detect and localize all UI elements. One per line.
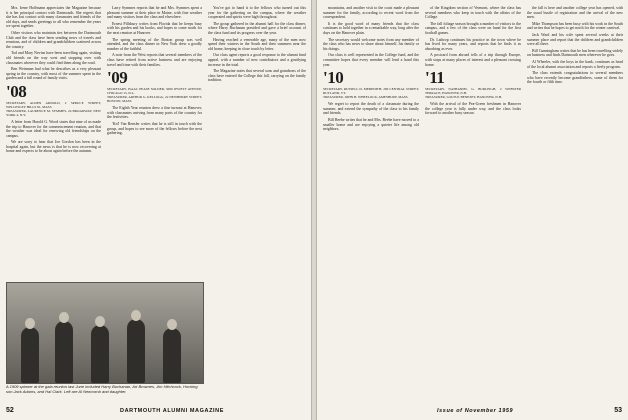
reunion-photo [6, 282, 204, 384]
paragraph: It is the good word of many friends that the class continues to hold together in a remarkable way, long after the days on the Hanover plain. [323, 21, 419, 35]
class-1908-block [6, 83, 101, 117]
class-treasurer: TREASURER, LAURENCE M. SYMMES, 24 BROADWAY, NEW YORK 4, N.Y. [6, 108, 101, 117]
paragraph: A letter from Harold G. Wood states that nine of us made the trip to Hanover for the commencement reunion, and that the weather was ideal for renewing old friendships on the campus. [6, 119, 101, 138]
class-year-heading: '10 [323, 68, 344, 88]
paragraph: We regret to report the death of a classmate during the summer, and extend the sympathy of the class to his family and friends. [323, 102, 419, 116]
class-year-heading: '11 [425, 68, 445, 88]
paragraph: Tod and Mary Nevins have been travelling again, visiting old friends on the way west and stopping over with classmates wherever they could find them along the road. [6, 51, 101, 65]
paragraph: The secretary would welcome notes from any member of the class who has news to share about himself, his family or his doings. [323, 37, 419, 51]
class-secretary: SECRETARY, ALDEN ARNOLD, 2 SPRUCE STREET, WELLESLEY HILLS 81, MASS. [6, 100, 101, 109]
paragraph: Our class is well represented in the College fund, and the committee hopes that every member will lend a hand this year. [323, 53, 419, 67]
paragraph: Mike Thompson has been busy with his work in the South and writes that he hopes to get north for the winter carnival. [527, 21, 623, 31]
paragraph: Bill Beebe writes that he and Mrs. Beebe have moved to a smaller home and are enjoying a quieter life among old neighbors. [323, 117, 419, 132]
paragraph: of the Kingdom section of Vermont, where the class has several members who keep in touch with the affairs of the College. [425, 6, 521, 20]
paragraph: The Magazine notes that several sons and grandsons of the class have entered the College this fall, carrying on the family tradition. [208, 69, 306, 83]
left-column-2 [107, 6, 202, 276]
class-year-heading: '08 [6, 81, 27, 101]
class-secretary: SECRETARY, ISAAC PEASE SOLDER, 5000 JEWETT AVENUE, CHICAGO 15, ILL. [107, 87, 202, 96]
paragraph: Our class agent reports a good response to the alumni fund appeal, with a number of new contributors and a gratifying increase in the total. [208, 53, 306, 67]
class-treasurer: TREASURER, JOHN B. WHEELOCK, AMESBURY, MASS. [323, 95, 409, 100]
class-1911-block [425, 69, 521, 99]
paragraph: The class extends congratulations to several members who have recently become grandfathers, some of them for the fourth or fifth time. [527, 71, 623, 85]
paragraph: mountains, and another visit to the coast made a pleasant summer for the family, according to recent word from the correspondent. [323, 6, 419, 20]
paragraph: Having reached a venerable age, many of the men now spend their winters in the South and their summers near the old home, keeping in close touch by letter. [208, 37, 306, 51]
paragraph: Al Wheeler, with the boys in the bank, continues as head of the local alumni association and reports a lively program. [527, 59, 623, 69]
page-number: 52 [6, 407, 14, 414]
paragraph: The Eighth Year reunion drew a fine turnout at Hanover, with classmates arriving from many parts of the country for the festivities. [107, 106, 202, 120]
paragraph: The group gathered in the alumni hall for the class dinner, where Harry Buchanan presided and gave a brief account of the class fund and its progress over the year. [208, 21, 306, 35]
paragraph: With the arrival of the Pea-Green freshmen in Hanover the college year is fully under way, and the class looks forward to another busy season. [425, 102, 521, 116]
paragraph: A postcard from abroad tells of a trip through Europe, with stops at many places of interest and a pleasant crossing home. [425, 53, 521, 67]
paragraph: You've got to hand it to the fellows who turned out this year for the gathering on the campus, where the weather cooperated and spirits were high throughout. [208, 6, 306, 20]
class-treasurer: TREASURER, ARTHUR G. KELLOGG, 22 NEWBERRY STREET, BOSTON, MASS. [107, 95, 202, 104]
right-page [316, 0, 628, 420]
paragraph: Jack Ward and his wife spent several weeks at their summer place and report that the children and grandchildren were all there. [527, 32, 623, 47]
photo-caption: A 1909 spinner at the gala reunion last June included Harry Buchanan, Art Brownes, Jim Hitchcock, Hocking son Jack Adams, and Hal Clark. Left are Al Newcomb and daughter. [6, 384, 198, 394]
magazine-footer: DARTMOUTH ALUMNI MAGAZINE [120, 408, 225, 414]
paragraph: Ben Weinman had what he describes as a very pleasant spring in the country, with most of the summer spent in the garden and a full round of family visits. [6, 67, 101, 81]
paragraph: Mrs. Irene Hoffmann appreciates the Magazine because it is her principal contact with Dartmouth. She regrets that she has lost contact with many classmates and friends of the old days, and sends greetings to all who remember the years we spent together. [6, 6, 101, 29]
paragraph: The spring meeting of the Boston group was well attended, and the class dinner in New York drew a goodly number of the faithful. [107, 37, 202, 51]
class-1910-block [323, 69, 419, 99]
paragraph: Dr. Lathrop continues his practice in the town where he has lived for many years, and reports that he finds it as absorbing as ever. [425, 37, 521, 51]
left-column-3 [208, 6, 306, 391]
paragraph: Bill Cunningham writes that he has been travelling widely on business and finds Dartmouth men wherever he goes. [527, 48, 623, 58]
class-treasurer: TREASURER, LOUIS P. BENEZET, HANOVER, N.H. [425, 95, 502, 100]
class-secretary: SECRETARY, RUSSELL D. MEREDITH, 290 CENTRAL STREET, RUTLAND, VT. [323, 87, 419, 96]
paragraph: Larry Symmes reports that he and Mrs. Symmes spent a pleasant summer at their place in Maine, with fine weather and many visitors from the class and elsewhere. [107, 6, 202, 20]
class-1909-block [107, 69, 202, 103]
paragraph: the fall is here and another college year has opened, with the usual bustle of registration and the arrival of the new men. [527, 6, 623, 20]
paragraph: 'Kid' Van Rensler writes that he is still in touch with the group, and hopes to see more of the fellows before the next gathering. [107, 121, 202, 136]
paragraph: Ernest Pillsbury writes from Florida that he keeps busy with his garden and his books, and hopes to come north for the next reunion at Hanover. [107, 21, 202, 35]
paragraph: We are sorry to hear that Joe Gordon has been in the hospital again, but the news is that he is now recovering at home and expects to be about again before the autumn. [6, 140, 101, 154]
class-year-heading: '09 [107, 68, 128, 88]
paragraph: A note from the West reports that several members of the class have retired from active business and are enjoying travel and time with their families. [107, 53, 202, 67]
paragraph: The fall foliage season brought a number of visitors to the campus, and a few of the class were on hand for the first football games. [425, 21, 521, 35]
issue-footer: Issue of November 1959 [437, 408, 514, 414]
left-column-1 [6, 6, 101, 156]
right-column-1 [323, 6, 419, 406]
page-number: 53 [614, 407, 622, 414]
paragraph: Other visitors who maintain ties between the Dartmouth Club and the class have been sending news of travels and reunions, and of children and grandchildren scattered across the country. [6, 30, 101, 49]
left-page [0, 0, 312, 420]
class-secretary: SECRETARY, NATHANIEL G. BURLEIGH, 2 WEBSTER TERRACE, HANOVER, N.H. [425, 87, 521, 96]
right-column-2 [425, 6, 521, 406]
right-column-3 [527, 6, 623, 406]
